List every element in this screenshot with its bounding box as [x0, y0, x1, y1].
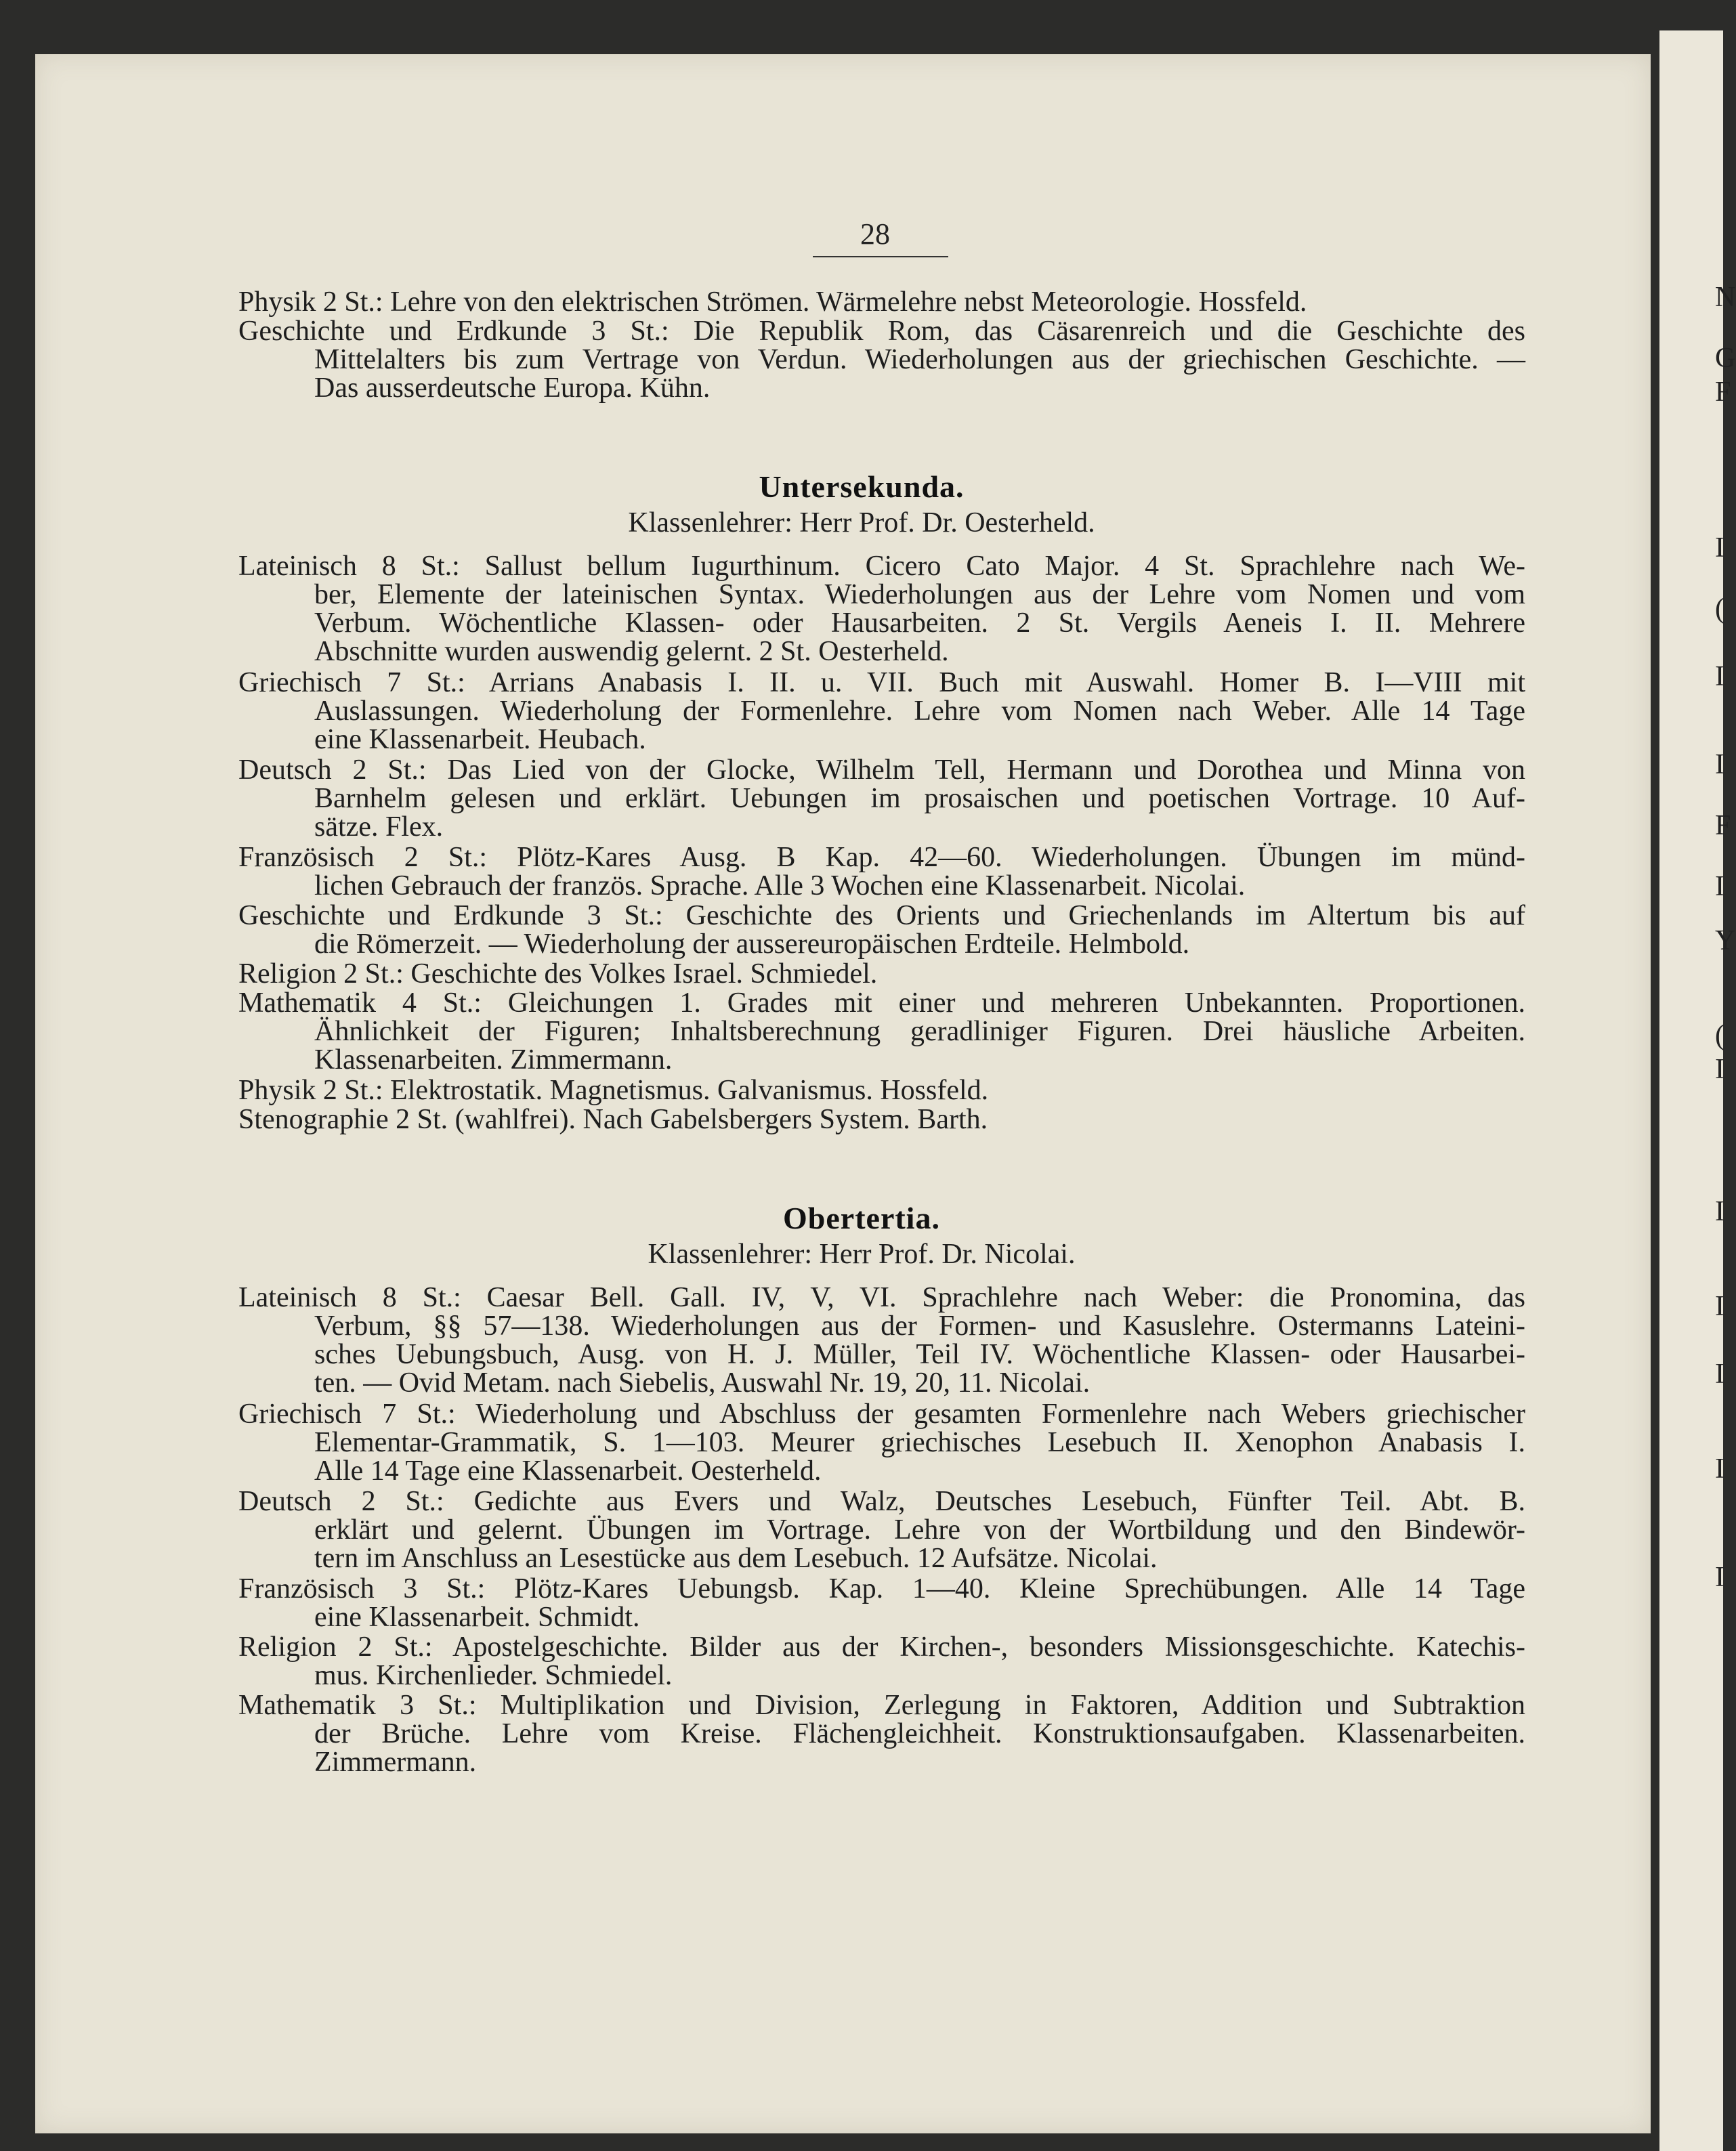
entry-line: Stenographie 2 St. (wahlfrei). Nach Gabelsbergers System. Barth. [238, 1104, 988, 1135]
entry-line: sches Uebungsbuch, Ausg. von H. J. Müller, Teil IV. Wöchentliche Klassen- oder Hausarbei- [314, 1339, 1525, 1370]
entry-line: Auslassungen. Wiederholung der Formenlehre. Lehre vom Nomen nach Weber. Alle 14 Tage [314, 696, 1525, 727]
untersekunda-entry [238, 668, 1525, 754]
entry-line: Geschichte und Erdkunde 3 St.: Die Republik Rom, das Cäsarenreich und die Geschichte des [238, 316, 1525, 347]
entry-line: Mathematik 3 St.: Multiplikation und Division, Zerlegung in Faktoren, Addition und Subtraktion [238, 1690, 1525, 1721]
margin-fragment: I [1715, 1359, 1725, 1390]
section-teacher-untersekunda: Klassenlehrer: Herr Prof. Dr. Oesterheld. [628, 507, 1095, 538]
untersekunda-entry [238, 1105, 1525, 1134]
entry-line: ten. — Ovid Metam. nach Siebelis, Auswahl Nr. 19, 20, 11. Nicolai. [314, 1367, 1091, 1399]
entry-line: eine Klassenarbeit. Schmidt. [314, 1602, 640, 1633]
entry-line: Physik 2 St.: Lehre von den elektrischen Strömen. Wärmelehre nebst Meteorologie. Hossfeld. [238, 286, 1307, 318]
untersekunda-entry [238, 843, 1525, 900]
adjacent-page-edge [1659, 30, 1736, 2151]
margin-fragment: ( [1715, 1020, 1725, 1051]
untersekunda-entry [238, 552, 1525, 666]
entry-line: Französisch 3 St.: Plötz-Kares Uebungsb. Kap. 1—40. Kleine Sprechübungen. Alle 14 Tage [238, 1573, 1525, 1604]
entry-line: Deutsch 2 St.: Das Lied von der Glocke, Wilhelm Tell, Hermann und Dorothea und Minna von [238, 754, 1525, 786]
entry-line: Ähnlichkeit der Figuren; Inhaltsberechnung geradliniger Figuren. Drei häusliche Arbeiten. [314, 1016, 1525, 1047]
obertertia-entry [238, 1575, 1525, 1632]
entry-line: Das ausserdeutsche Europa. Kühn. [314, 372, 711, 404]
obertertia-entry [238, 1400, 1525, 1485]
entry-line: die Römerzeit. — Wiederholung der aussereuropäischen Erdteile. Helmbold. [314, 929, 1190, 960]
entry-line: Verbum. Wöchentliche Klassen- oder Hausarbeiten. 2 St. Vergils Aeneis I. II. Mehrere [314, 608, 1525, 639]
obertertia-entry [238, 1691, 1525, 1776]
entry-line: Lateinisch 8 St.: Sallust bellum Iugurthinum. Cicero Cato Major. 4 St. Sprachlehre nach We- [238, 551, 1525, 582]
untersekunda-entry [238, 989, 1525, 1074]
margin-fragment: I [1715, 1291, 1725, 1322]
margin-fragment: I [1715, 661, 1725, 692]
obertertia-entry [238, 1283, 1525, 1397]
entry-line: Elementar-Grammatik, S. 1—103. Meurer griechisches Lesebuch II. Xenophon Anabasis I. [314, 1427, 1525, 1458]
entry-line: Mathematik 4 St.: Gleichungen 1. Grades mit einer und mehreren Unbekannten. Proportionen. [238, 987, 1525, 1019]
entry-line: Klassenarbeiten. Zimmermann. [314, 1044, 673, 1076]
entry-line: Griechisch 7 St.: Wiederholung und Abschluss der gesamten Formenlehre nach Webers griechischer [238, 1399, 1525, 1430]
page-number-rule [813, 256, 948, 257]
entry-line: Verbum, §§ 57—138. Wiederholungen aus der Formen- und Kasuslehre. Ostermanns Lateini- [314, 1311, 1525, 1342]
margin-fragment: I [1715, 1196, 1725, 1227]
entry-line: der Brüche. Lehre vom Kreise. Flächengleichheit. Konstruktionsaufgaben. Klassenarbeiten. [314, 1718, 1525, 1749]
margin-fragment: F [1715, 377, 1732, 408]
entry-line: Geschichte und Erdkunde 3 St.: Geschichte des Orients und Griechenlands im Altertum bis auf [238, 900, 1525, 931]
entry-line: Deutsch 2 St.: Gedichte aus Evers und Walz, Deutsches Lesebuch, Fünfter Teil. Abt. B. [238, 1486, 1525, 1517]
margin-fragment: I [1715, 1453, 1725, 1485]
entry-line: Physik 2 St.: Elektrostatik. Magnetismus. Galvanismus. Hossfeld. [238, 1075, 989, 1106]
obertertia-entry [238, 1633, 1525, 1690]
margin-fragment: ( [1715, 593, 1725, 624]
entry-line: lichen Gebrauch der französ. Sprache. Alle 3 Wochen eine Klassenarbeit. Nicolai. [314, 870, 1246, 901]
entry-line: Barnhelm gelesen und erklärt. Uebungen im prosaischen und poetischen Vortrage. 10 Auf- [314, 783, 1525, 814]
entry-line: eine Klassenarbeit. Heubach. [314, 724, 646, 755]
entry-geschichte-top [238, 317, 1525, 402]
margin-fragment: I [1715, 532, 1725, 563]
entry-line: Abschnitte wurden auswendig gelernt. 2 St. Oesterheld. [314, 636, 949, 667]
entry-line: Alle 14 Tage eine Klassenarbeit. Oesterheld. [314, 1455, 822, 1487]
section-teacher-obertertia: Klassenlehrer: Herr Prof. Dr. Nicolai. [648, 1239, 1076, 1270]
entry-line: Französisch 2 St.: Plötz-Kares Ausg. B Kap. 42—60. Wiederholungen. Übungen im münd- [238, 842, 1525, 873]
entry-line: Griechisch 7 St.: Arrians Anabasis I. II. u. VII. Buch mit Auswahl. Homer B. I—VIII mit [238, 667, 1525, 698]
entry-physik-top [238, 288, 1525, 316]
entry-line: sätze. Flex. [314, 811, 444, 843]
entry-line: mus. Kirchenlieder. Schmiedel. [314, 1660, 673, 1691]
obertertia-entry [238, 1487, 1525, 1573]
margin-fragment: G [1715, 343, 1736, 374]
entry-line: Mittelalters bis zum Vertrage von Verdun. Wiederholungen aus der griechischen Geschichte. — [314, 344, 1525, 375]
margin-fragment: I [1715, 871, 1725, 902]
margin-fragment: I [1715, 1562, 1725, 1593]
untersekunda-entry [238, 901, 1525, 958]
entry-line: Religion 2 St.: Geschichte des Volkes Israel. Schmiedel. [238, 958, 878, 989]
untersekunda-entry [238, 1076, 1525, 1105]
margin-fragment: N [1715, 282, 1736, 313]
margin-fragment: I [1715, 1054, 1725, 1085]
entry-line: ber, Elemente der lateinischen Syntax. Wiederholungen aus der Lehre vom Nomen und vom [314, 579, 1525, 610]
untersekunda-entry [238, 756, 1525, 841]
entry-line: erklärt und gelernt. Übungen im Vortrage. Lehre von der Wortbildung und den Bindewör- [314, 1514, 1525, 1546]
entry-line: Religion 2 St.: Apostelgeschichte. Bilder aus der Kirchen-, besonders Missionsgeschichte. Katechis- [238, 1632, 1525, 1663]
page-number: 28 [860, 217, 890, 251]
section-title-obertertia: Obertertia. [783, 1201, 940, 1235]
untersekunda-entry [238, 960, 1525, 988]
entry-line: Lateinisch 8 St.: Caesar Bell. Gall. IV, V, VI. Sprachlehre nach Weber: die Pronomina, das [238, 1282, 1525, 1313]
section-title-untersekunda: Untersekunda. [759, 469, 965, 504]
entry-line: tern im Anschluss an Lesestücke aus dem Lesebuch. 12 Aufsätze. Nicolai. [314, 1543, 1158, 1574]
entry-line: Zimmermann. [314, 1747, 477, 1778]
margin-fragment: F [1715, 810, 1732, 841]
margin-fragment: Y [1715, 925, 1736, 956]
margin-fragment: I [1715, 749, 1725, 780]
